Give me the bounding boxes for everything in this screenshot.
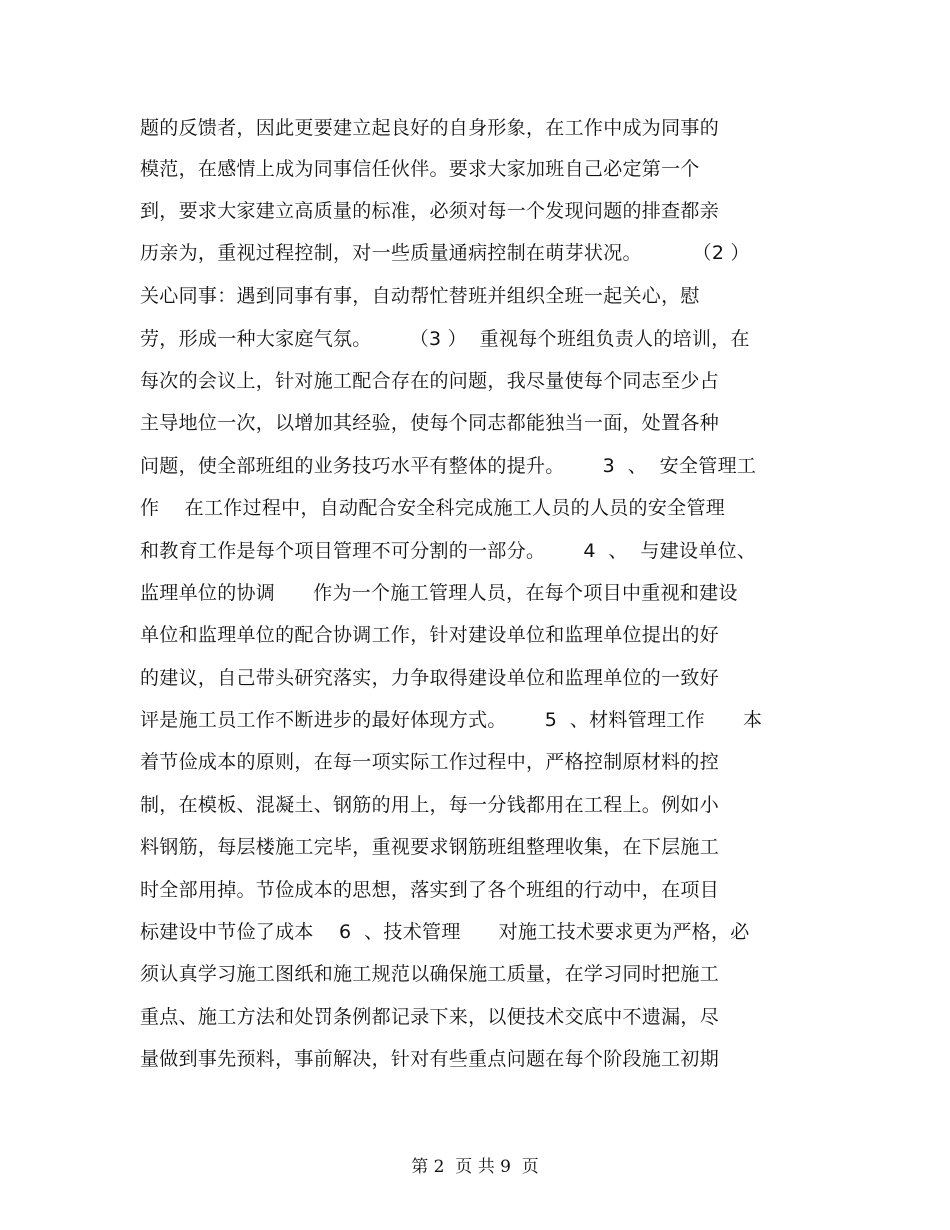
text-line: 标建设中节俭了成本 6 、技术管理 对施工技术要求更为严格，必 — [140, 921, 750, 943]
text-line: 和教育工作是每个项目管理不可分割的一部分。 4 、 与建设单位、 — [140, 540, 757, 562]
text-line: 料钢筋，每层楼施工完毕，重视要求钢筋班组整理收集，在下层施工 — [140, 836, 720, 858]
text-line: 须认真学习施工图纸和施工规范以确保施工质量，在学习同时把施工 — [140, 963, 720, 985]
text-line: 时全部用掉。节俭成本的思想，落实到了各个班组的行动中，在项目 — [140, 879, 720, 901]
text-line: 劳，形成一种大家庭气氛。 （3 ） 重视每个班组负责人的培训，在 — [140, 328, 750, 350]
text-line: 模范，在感情上成为同事信任伙伴。要求大家加班自己必定第一个 — [140, 158, 700, 180]
text-line: 着节俭成本的原则，在每一项实际工作过程中，严格控制原材料的控 — [140, 751, 720, 773]
text-line: 问题，使全部班组的业务技巧水平有整体的提升。 3 、 安全管理工 — [140, 455, 757, 477]
text-line: 单位和监理单位的配合协调工作，针对建设单位和监理单位提出的好 — [140, 624, 720, 646]
text-line: 每次的会议上，针对施工配合存在的问题，我尽量使每个同志至少占 — [140, 370, 720, 392]
text-line: 的建议，自己带头研究落实，力争取得建设单位和监理单位的一致好 — [140, 667, 720, 689]
text-line: 关心同事：遇到同事有事，自动帮忙替班并组织全班一起关心，慰 — [140, 285, 700, 307]
text-line: 历亲为，重视过程控制，对一些质量通病控制在萌芽状况。 （2 ） — [140, 242, 750, 264]
text-line: 重点、施工方法和处罚条例都记录下来，以便技术交底中不遗漏，尽 — [140, 1006, 720, 1028]
text-line: 量做到事先预料，事前解决，针对有些重点问题在每个阶段施工初期 — [140, 1048, 720, 1070]
text-line: 到，要求大家建立高质量的标准，必须对每一个发现问题的排查都亲 — [140, 200, 720, 222]
text-line: 评是施工员工作不断进步的最好体现方式。 5 、材料管理工作 本 — [140, 709, 763, 731]
text-line: 作 在工作过程中，自动配合安全科完成施工人员的人员的安全管理 — [140, 497, 726, 519]
text-line: 题的反馈者，因此更要建立起良好的自身形象，在工作中成为同事的 — [140, 117, 720, 139]
text-line: 主导地位一次，以增加其经验，使每个同志都能独当一面，处置各种 — [140, 412, 720, 434]
text-line: 制，在模板、混凝土、钢筋的用上，每一分钱都用在工程上。例如小 — [140, 794, 720, 816]
text-line: 监理单位的协调 作为一个施工管理人员，在每个项目中重视和建设 — [140, 582, 738, 604]
page-number: 第 2 页 共 9 页 — [411, 1157, 539, 1177]
